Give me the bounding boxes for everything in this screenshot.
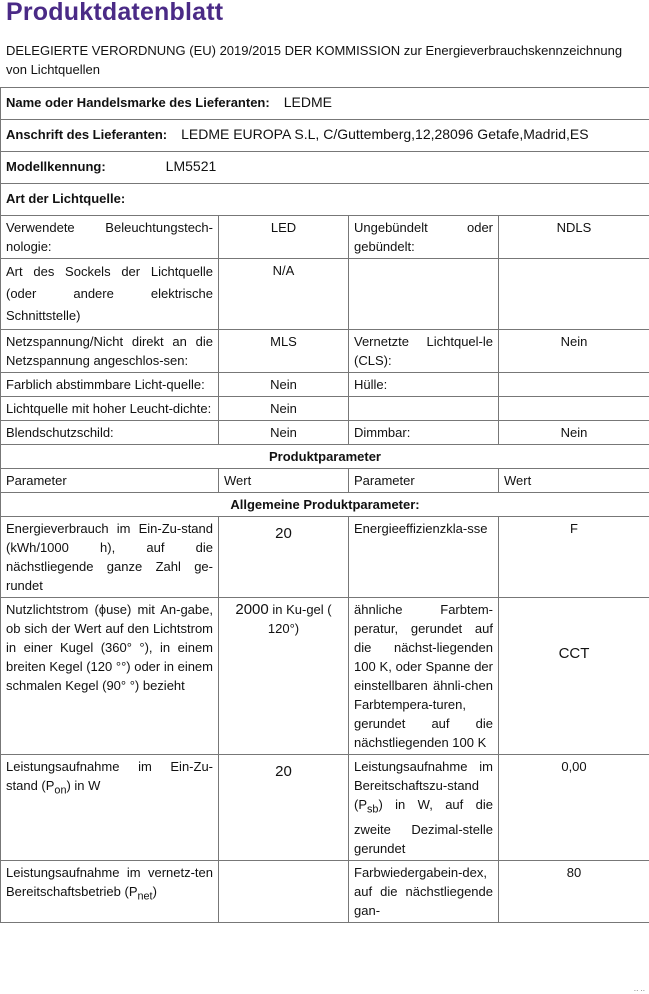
param-label: Vernetzte Lichtquel-le (CLS): (349, 330, 499, 373)
param-label (349, 397, 499, 421)
general-params-heading: Allgemeine Produktparameter: (1, 493, 649, 517)
param-value: Nein (219, 397, 349, 421)
model-value: LM5521 (165, 158, 217, 174)
regulation-intro: DELEGIERTE VERORDNUNG (EU) 2019/2015 DER KOMMISSION zur Energieverbrauchskennzeichnung von Lichtquellen (6, 43, 623, 77)
label-text: ) in W (66, 778, 101, 793)
column-header: Parameter (1, 469, 219, 493)
param-label (349, 259, 499, 330)
table-row (1, 598, 649, 755)
label-text: Leistungsaufnahme im Bereitschaftszu-stand (P (354, 759, 493, 812)
param-value (219, 598, 349, 755)
table-row (1, 860, 649, 922)
param-label: Nutzlichtstrom (ϕuse) mit An-gabe, ob sich der Wert auf den Lichtstrom in einer Kugel (360° °), in einem breiten Kegel (120 °°) oder in einem schmalen Kegel (90° °) bezieht (1, 598, 219, 755)
param-label: Dimmbar: (349, 421, 499, 445)
light-source-type-label: Art der Lichtquelle: (6, 191, 126, 206)
param-value (499, 397, 649, 421)
param-value: N/A (219, 259, 349, 330)
column-header-row (1, 469, 649, 493)
param-value: Nein (219, 421, 349, 445)
param-label: Farbwiedergabein-dex, auf die nächstliegende gan- (349, 860, 499, 922)
param-value: 0,00 (499, 755, 649, 861)
table-row (1, 216, 649, 259)
param-label: Hülle: (349, 373, 499, 397)
param-value (499, 259, 649, 330)
param-label: Ungebündelt oder gebündelt: (349, 216, 499, 259)
supplier-name-value: LEDME (283, 94, 332, 110)
param-label (349, 755, 499, 861)
label-subscript: net (137, 890, 153, 903)
param-value: Nein (499, 330, 649, 373)
param-label: Netzspannung/Nicht direkt an die Netzspannung angeschlos-sen: (1, 330, 219, 373)
supplier-address-value: LEDME EUROPA S.L, C/Guttemberg,12,28096 Getafe,Madrid,ES (181, 126, 589, 142)
table-row (1, 373, 649, 397)
light-source-type-row (1, 184, 649, 216)
param-value: 20 (219, 517, 349, 598)
param-value: Nein (499, 421, 649, 445)
param-label: Energieeffizienzkla-sse (349, 517, 499, 598)
column-header: Wert (219, 469, 349, 493)
table-row (1, 397, 649, 421)
table-row (1, 517, 649, 598)
param-label: Verwendete Beleuchtungstech-nologie: (1, 216, 219, 259)
param-label (1, 755, 219, 861)
table-row (1, 421, 649, 445)
table-row (1, 330, 649, 373)
product-data-table (0, 87, 649, 923)
supplier-name-row (1, 88, 649, 120)
param-value: 20 (219, 755, 349, 861)
supplier-address-label: Anschrift des Lieferanten: (6, 127, 168, 142)
param-value: MLS (219, 330, 349, 373)
param-label: Blendschutzschild: (1, 421, 219, 445)
param-label: Energieverbrauch im Ein-Zu-stand (kWh/1000 h), auf die nächstliegende ganze Zahl ge-rundet (1, 517, 219, 598)
param-label: ähnliche Farbtem-peratur, gerundet auf die nächst-liegenden 100 K, oder Spanne der einstellbaren ähnli-chen Farbtempera-turen, gerundet auf die nächstliegenden 100 K (349, 598, 499, 755)
column-header: Wert (499, 469, 649, 493)
label-subscript: sb (367, 803, 379, 816)
label-subscript: on (54, 784, 67, 797)
supplier-name-label: Name oder Handelsmarke des Lieferanten: (6, 95, 270, 110)
table-row (1, 259, 649, 330)
supplier-address-row (1, 120, 649, 152)
table-row (1, 755, 649, 861)
label-text: ) in W, auf die zweite Dezimal-stelle gerundet (354, 797, 493, 856)
param-value: CCT (499, 598, 649, 755)
model-label: Modellkennung: (6, 159, 106, 174)
model-row (1, 152, 649, 184)
param-label: Lichtquelle mit hoher Leucht-dichte: (1, 397, 219, 421)
param-value: 80 (499, 860, 649, 922)
luminous-flux-note: in Ku-gel ( 120°) (267, 602, 332, 636)
label-text: Leistungsaufnahme im Ein-Zu-stand (P (6, 759, 213, 793)
param-label: Art des Sockels der Lichtquelle (oder andere elektrische Schnittstelle) (1, 259, 219, 330)
page-footer-mark: ‥ ‥ (633, 986, 645, 993)
product-params-heading: Produktparameter (1, 445, 649, 469)
param-value (499, 373, 649, 397)
param-label (1, 860, 219, 922)
page-title: Produktdatenblatt (6, 0, 224, 26)
param-value (219, 860, 349, 922)
label-text: Leistungsaufnahme im vernetz-ten Bereitschaftsbetrieb (P (6, 864, 213, 899)
param-value: F (499, 517, 649, 598)
param-value: LED (219, 216, 349, 259)
luminous-flux-value: 2000 (235, 601, 269, 618)
param-value: NDLS (499, 216, 649, 259)
param-value: Nein (219, 373, 349, 397)
param-label: Farblich abstimmbare Licht-quelle: (1, 373, 219, 397)
label-text: ) (152, 883, 157, 899)
column-header: Parameter (349, 469, 499, 493)
